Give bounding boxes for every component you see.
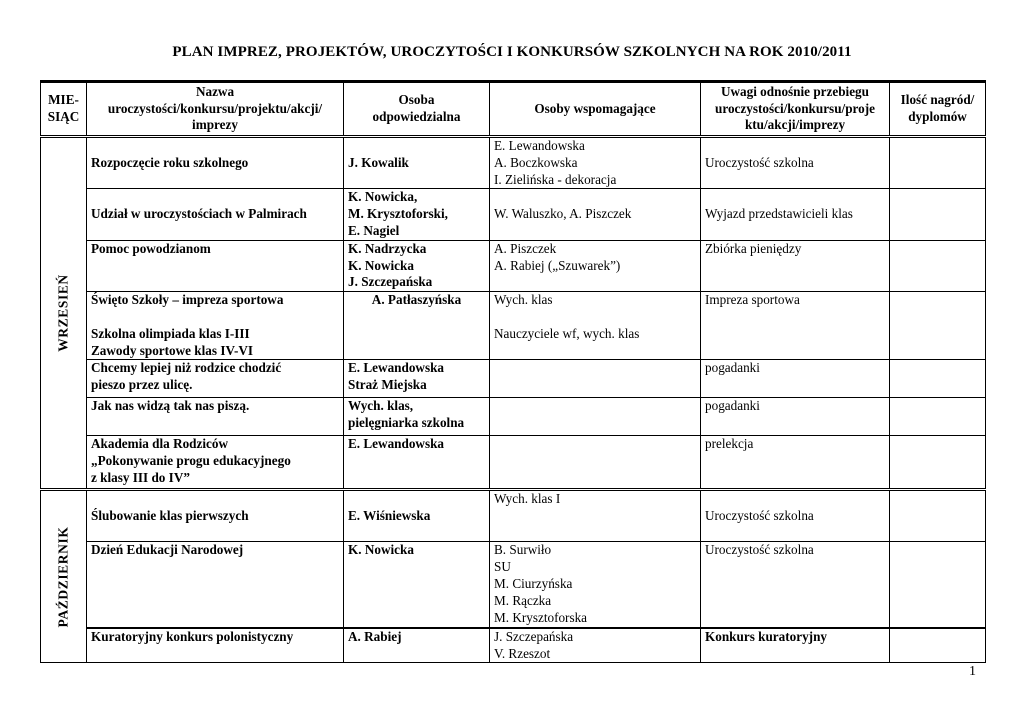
text-rows-1-responsible-2: E. Nagiel xyxy=(348,222,400,238)
text-rows-6-name-1: „Pokonywanie progu edukacyjnego xyxy=(91,453,291,469)
text-rows-7-helpers-0: Wych. klas I xyxy=(490,490,701,542)
text-rows-4-responsible-1: Straż Miejska xyxy=(348,377,427,393)
text-rows-6-name-2: z klasy III do IV” xyxy=(91,469,190,485)
text-rows-4-name-1: pieszo przez ulicę. xyxy=(91,377,193,393)
table-header-row xyxy=(41,82,986,137)
text-headers-month-1: SIĄC xyxy=(47,109,80,124)
month-cell-october xyxy=(41,490,87,663)
header-helpers xyxy=(490,82,701,137)
text-headers-awards-0: Ilość nagród/ xyxy=(900,92,975,108)
text-rows-9-name-0: Kuratoryjny konkurs polonistyczny xyxy=(87,628,344,663)
text-headers-name-0: Nazwa xyxy=(195,83,235,99)
text-rows-3-helpers-0: Wych. klas xyxy=(494,292,553,308)
text-rows-8-notes-0: Uroczystość szkolna xyxy=(701,542,890,628)
text-headers-name-1: uroczystości/konkursu/projektu/akcji/ xyxy=(107,100,323,116)
table-row xyxy=(41,398,986,436)
text-rows-6-responsible-0: E. Lewandowska xyxy=(344,436,490,490)
table-cell xyxy=(344,240,490,291)
table-cell xyxy=(490,542,701,628)
text-rows-1-notes-0: Wyjazd przedstawicieli klas xyxy=(701,189,890,240)
page-number: 1 xyxy=(969,664,976,679)
awards-cell xyxy=(890,360,986,398)
table-row xyxy=(41,240,986,291)
text-rows-8-helpers-0: B. Surwiło xyxy=(494,542,552,558)
awards-cell xyxy=(890,542,986,628)
text-rows-3-name-0: Święto Szkoły – impreza sportowa xyxy=(91,292,284,308)
month-cell-september xyxy=(41,137,87,490)
text-rows-6-notes-0: prelekcja xyxy=(701,436,890,490)
table-cell xyxy=(87,360,344,398)
text-rows-3-responsible-0: A. Patłaszyńska xyxy=(344,292,490,360)
text-rows-2-notes-0: Zbiórka pieniędzy xyxy=(701,240,890,291)
text-rows-8-name-0: Dzień Edukacji Narodowej xyxy=(87,542,344,628)
text-headers-notes-1: uroczystości/konkursu/proje xyxy=(715,100,875,116)
text-rows-4-responsible-0: E. Lewandowska xyxy=(348,360,445,376)
table-row xyxy=(41,490,986,542)
text-rows-2-responsible-2: J. Szczepańska xyxy=(348,274,433,290)
text-rows-0-helpers-2: I. Zielińska - dekoracja xyxy=(494,171,617,187)
text-rows-5-responsible-0: Wych. klas, xyxy=(348,398,414,414)
text-rows-2-responsible-0: K. Nadrzycka xyxy=(348,240,427,256)
text-rows-1-responsible-1: M. Krysztoforski, xyxy=(348,206,448,222)
text-rows-0-name-0: Rozpoczęcie roku szkolnego xyxy=(87,137,344,189)
text-rows-8-helpers-4: M. Krysztoforska xyxy=(494,609,588,625)
text-rows-5-notes-0: pogadanki xyxy=(701,398,890,436)
table-cell xyxy=(87,436,344,490)
awards-cell xyxy=(890,436,986,490)
table-cell xyxy=(87,292,344,360)
header-month xyxy=(41,82,87,137)
text-headers-helpers: Osoby wspomagające xyxy=(534,100,656,116)
table-cell xyxy=(490,137,701,189)
text-rows-6-name-0: Akademia dla Rodziców xyxy=(91,436,229,452)
header-responsible xyxy=(344,82,490,137)
table-row xyxy=(41,292,986,360)
text-months-october: PAŹDZIERNIK xyxy=(55,526,71,628)
table-row xyxy=(41,628,986,663)
text-headers-notes-0: Uwagi odnośnie przebiegu xyxy=(720,83,869,99)
awards-cell xyxy=(890,628,986,663)
text-rows-0-helpers-0: E. Lewandowska xyxy=(494,138,585,153)
text-rows-4-notes-0: pogadanki xyxy=(701,360,890,398)
text-rows-7-name-0: Ślubowanie klas pierwszych xyxy=(87,490,344,542)
text-rows-8-helpers-3: M. Rączka xyxy=(494,592,552,608)
awards-cell xyxy=(890,189,986,240)
text-headers-responsible-0: Osoba xyxy=(398,92,435,108)
text-rows-3-notes-0: Impreza sportowa xyxy=(701,292,890,360)
text-rows-5-name-0: Jak nas widzą tak nas piszą. xyxy=(87,398,344,436)
table-row xyxy=(41,542,986,628)
text-rows-8-helpers-1: SU xyxy=(494,559,511,575)
helpers-cell-empty xyxy=(490,360,701,398)
awards-cell xyxy=(890,240,986,291)
text-rows-4-name-0: Chcemy lepiej niż rodzice chodzić xyxy=(91,360,282,376)
text-rows-3-name-1: Szkolna olimpiada klas I-III xyxy=(91,325,250,341)
table-cell xyxy=(344,189,490,240)
text-rows-7-responsible-0: E. Wiśniewska xyxy=(344,490,490,542)
text-months-september: WRZESIEŃ xyxy=(55,274,71,352)
header-notes xyxy=(701,82,890,137)
events-plan-table xyxy=(40,80,986,663)
text-rows-0-notes-0: Uroczystość szkolna xyxy=(701,137,890,189)
awards-cell xyxy=(890,490,986,542)
table-cell xyxy=(344,360,490,398)
awards-cell xyxy=(890,292,986,360)
text-rows-0-responsible-0: J. Kowalik xyxy=(344,137,490,189)
table-cell xyxy=(344,398,490,436)
text-rows-7-notes-0: Uroczystość szkolna xyxy=(701,490,890,542)
awards-cell xyxy=(890,398,986,436)
text-rows-9-helpers-1: V. Rzeszot xyxy=(494,645,551,661)
helpers-cell-empty xyxy=(490,398,701,436)
text-rows-8-responsible-0: K. Nowicka xyxy=(344,542,490,628)
table-row xyxy=(41,137,986,189)
text-rows-9-notes-0: Konkurs kuratoryjny xyxy=(701,628,890,663)
text-rows-2-helpers-0: A. Piszczek xyxy=(494,240,557,256)
text-rows-2-name-0: Pomoc powodzianom xyxy=(87,240,344,291)
text-rows-3-helpers-1: Nauczyciele wf, wych. klas xyxy=(494,325,640,341)
text-headers-month-0: MIE- xyxy=(48,92,79,108)
text-rows-9-helpers-0: J. Szczepańska xyxy=(494,628,574,644)
table-row xyxy=(41,436,986,490)
table-cell xyxy=(490,628,701,663)
text-rows-2-responsible-1: K. Nowicka xyxy=(348,257,414,273)
table-cell xyxy=(490,240,701,291)
text-rows-3-name-2: Zawody sportowe klas IV-VI xyxy=(91,342,254,358)
table-cell xyxy=(490,292,701,360)
text-headers-awards-1: dyplomów xyxy=(908,109,967,124)
text-rows-1-helpers-0: W. Waluszko, A. Piszczek xyxy=(490,189,701,240)
text-headers-responsible-1: odpowiedzialna xyxy=(372,109,461,124)
text-headers-notes-2: ktu/akcji/imprezy xyxy=(744,117,846,133)
text-rows-8-helpers-2: M. Ciurzyńska xyxy=(494,575,573,591)
helpers-cell-empty xyxy=(490,436,701,490)
header-awards xyxy=(890,82,986,137)
text-rows-5-responsible-1: pielęgniarka szkolna xyxy=(348,415,465,431)
header-event-name xyxy=(87,82,344,137)
text-headers-name-2: imprezy xyxy=(192,117,238,133)
text-rows-1-name-0: Udział w uroczystościach w Palmirach xyxy=(87,189,344,240)
text-rows-0-helpers-1: A. Boczkowska xyxy=(494,154,578,170)
text-rows-2-helpers-1: A. Rabiej („Szuwarek”) xyxy=(494,257,621,273)
table-row xyxy=(41,189,986,240)
document-title: PLAN IMPREZ, PROJEKTÓW, UROCZYTOŚCI I KONKURSÓW SZKOLNYCH NA ROK 2010/2011 xyxy=(172,44,852,60)
text-rows-9-responsible-0: A. Rabiej xyxy=(344,628,490,663)
text-rows-1-responsible-0: K. Nowicka, xyxy=(348,189,418,205)
table-row xyxy=(41,360,986,398)
awards-cell xyxy=(890,137,986,189)
